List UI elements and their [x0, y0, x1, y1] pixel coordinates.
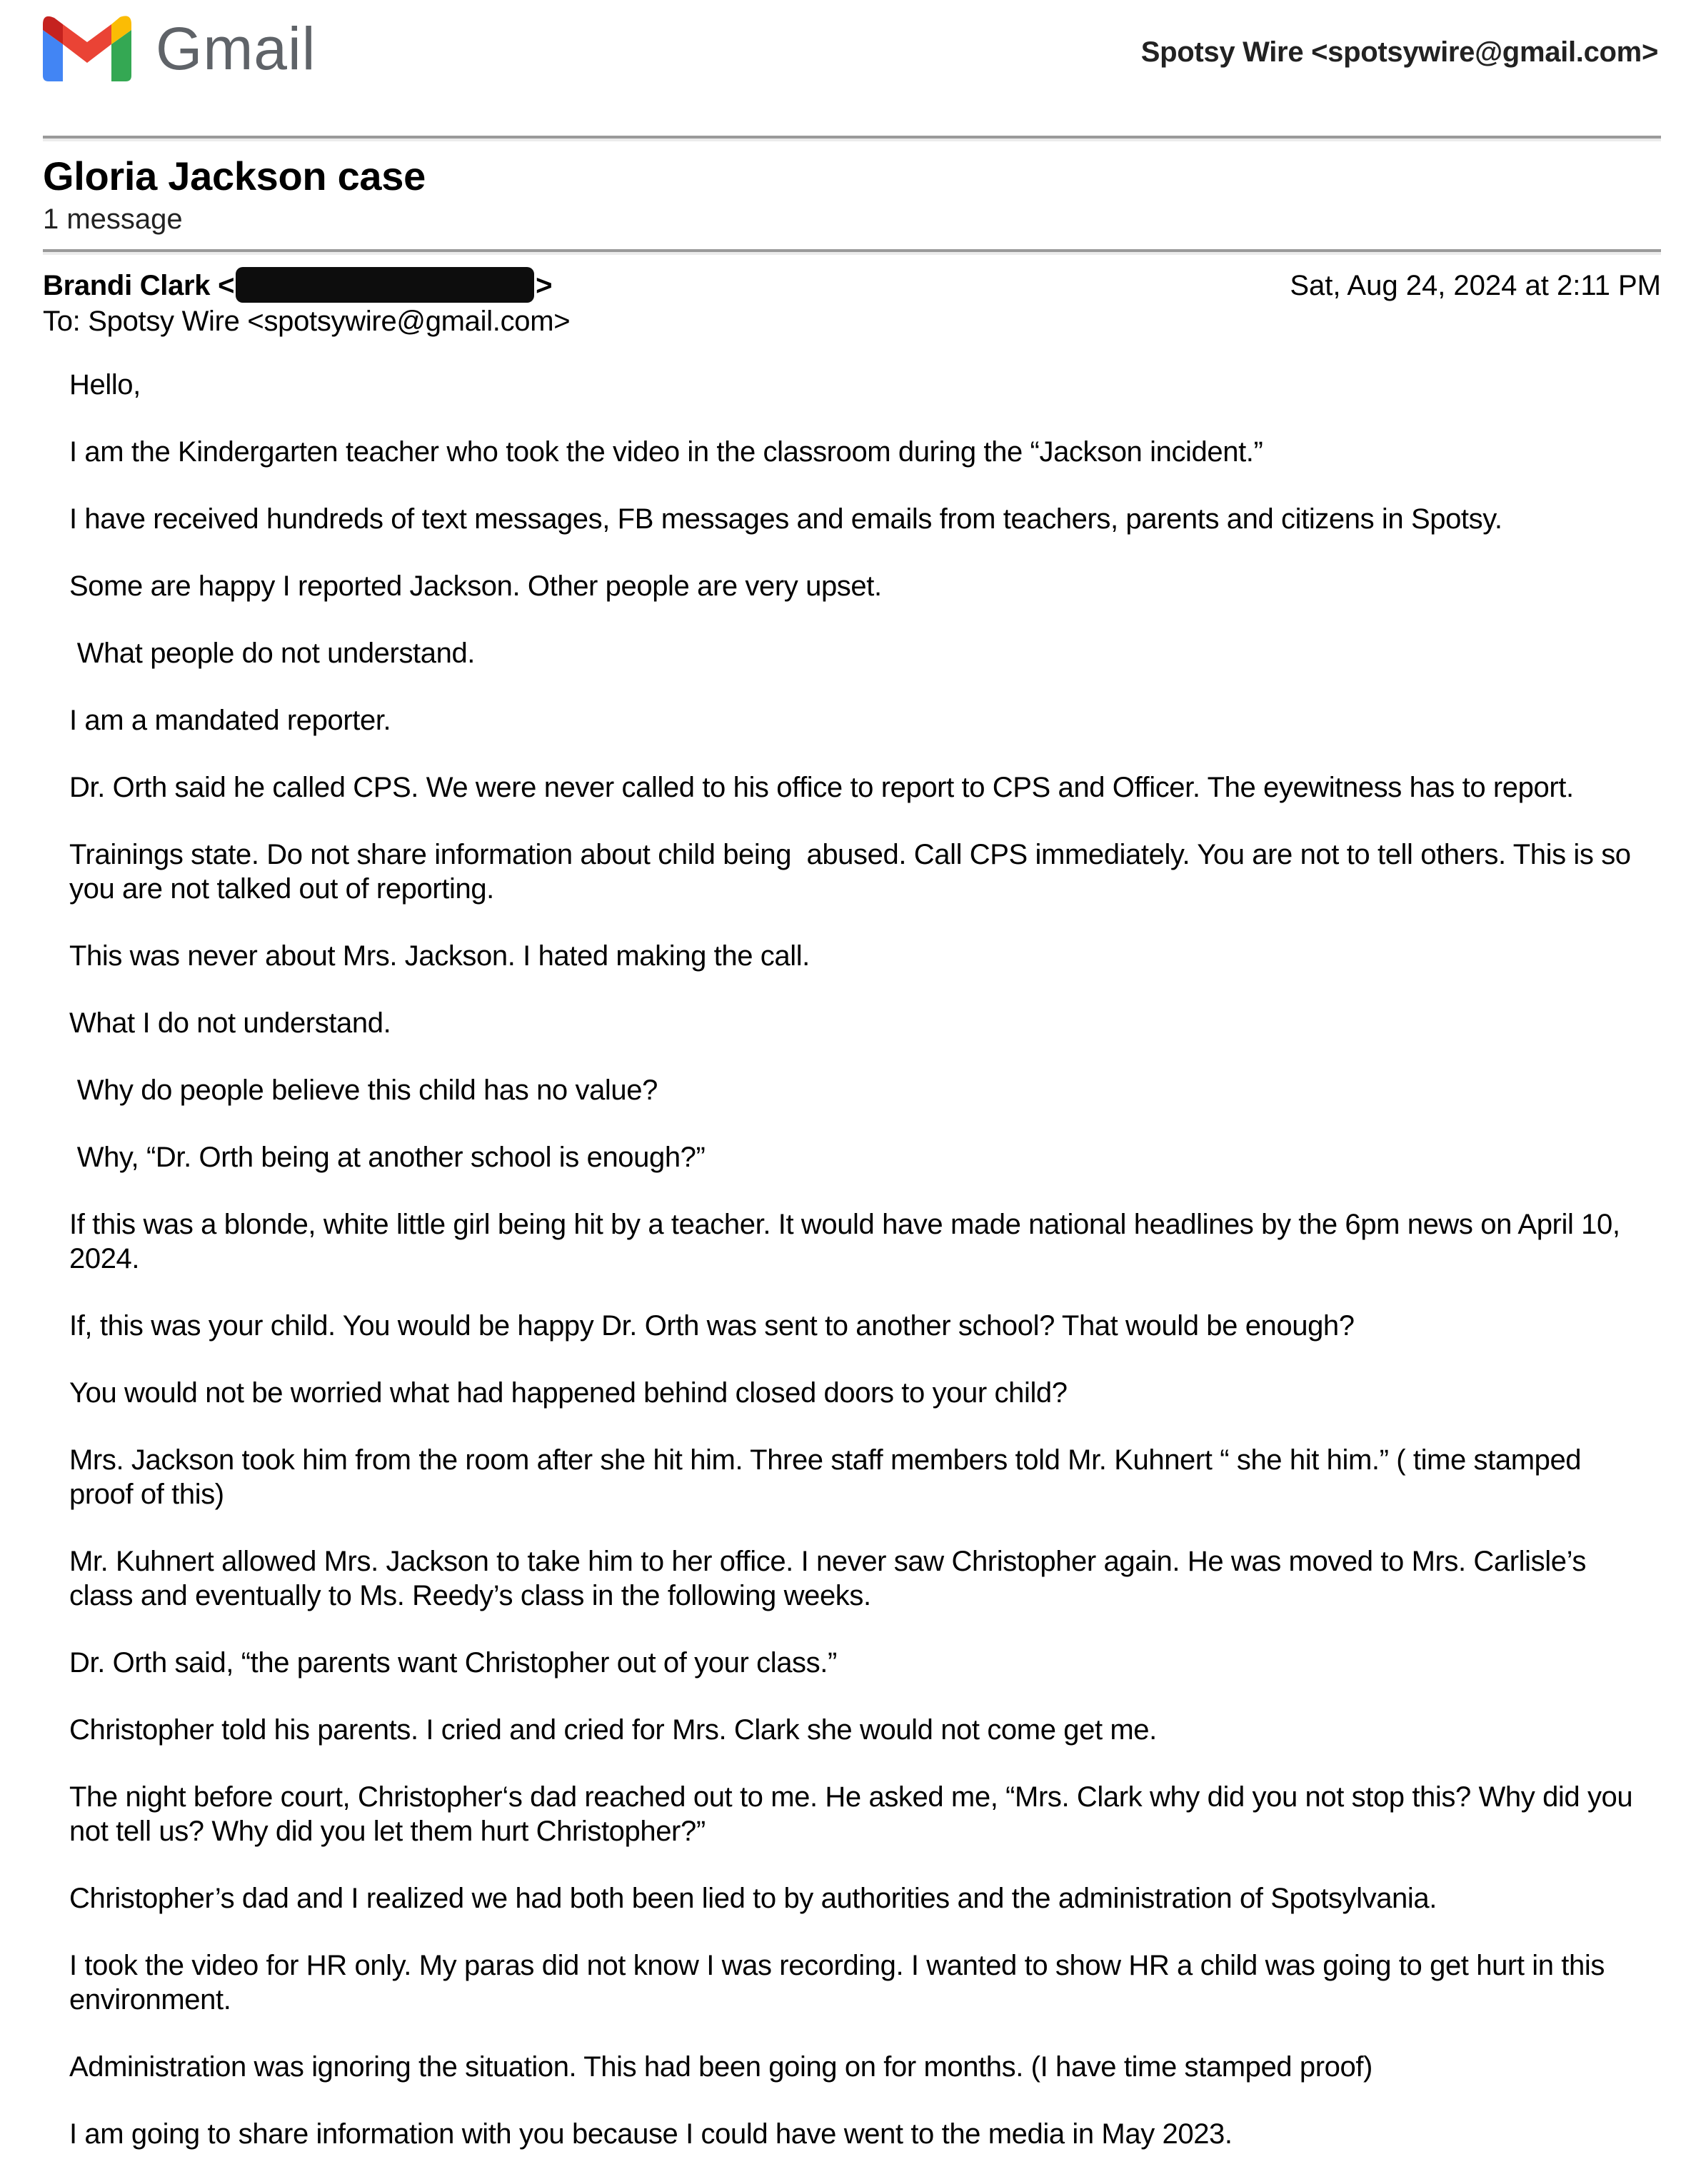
message-count: 1 message [43, 203, 183, 235]
body-paragraph: Hello, [69, 369, 141, 401]
message-header [43, 268, 1661, 303]
recipient-line: To: Spotsy Wire <spotsywire@gmail.com> [43, 306, 571, 337]
body-paragraph: Dr. Orth said, “the parents want Christopher out of your class.” [69, 1647, 837, 1679]
body-paragraph: What people do not understand. [69, 638, 476, 669]
body-paragraph: Some are happy I reported Jackson. Other people are very upset. [69, 570, 882, 602]
body-paragraph: Why do people believe this child has no value? [69, 1075, 658, 1106]
body-paragraph: You would not be worried what had happened behind closed doors to your child? [69, 1377, 1068, 1409]
redacted-email-block [236, 267, 534, 303]
sender [43, 270, 552, 301]
body-paragraph: What I do not understand. [69, 1007, 391, 1039]
body-paragraph: I am the Kindergarten teacher who took the video in the classroom during the “Jackson incident.” [69, 436, 1263, 468]
thread-divider [43, 249, 1661, 255]
body-paragraph: Dr. Orth said he called CPS. We were never called to his office to report to CPS and Officer. The eyewitness has to report. [69, 772, 1574, 803]
gmail-logo-icon[interactable] [43, 16, 131, 81]
body-paragraph: I have received hundreds of text messages, FB messages and emails from teachers, parents and citizens in Spotsy. [69, 503, 1502, 535]
body-paragraph: I am a mandated reporter. [69, 705, 391, 736]
body-paragraph: Administration was ignoring the situation. This had been going on for months. (I have time stamped proof) [69, 2051, 1373, 2083]
body-paragraph: This was never about Mrs. Jackson. I hated making the call. [69, 940, 810, 972]
account-label: Spotsy Wire <spotsywire@gmail.com> [1140, 36, 1658, 68]
sender-name: Brandi Clark [43, 270, 211, 301]
body-paragraph: Mr. Kuhnert allowed Mrs. Jackson to take him to her office. I never saw Christopher again. He was moved to Mrs. Carlisle’s class and eventually to Ms. Reedy’s class in the following weeks. [69, 1546, 1594, 1611]
body-paragraph: I am going to share information with you because I could have went to the media in May 2023. [69, 2118, 1233, 2150]
body-paragraph: I took the video for HR only. My paras did not know I was recording. I wanted to show HR a child was going to get hurt in this environment. [69, 1950, 1612, 2016]
thread-subject: Gloria Jackson case [43, 154, 426, 198]
body-paragraph: If this was a blonde, white little girl being hit by a teacher. It would have made national headlines by the 6pm news on April 10, 2024. [69, 1209, 1628, 1274]
body-paragraph: Mrs. Jackson took him from the room after she hit him. Three staff members told Mr. Kuhnert “ she hit him.” ( time stamped proof of this) [69, 1444, 1589, 1510]
message-body [69, 368, 1647, 2184]
message-date: Sat, Aug 24, 2024 at 2:11 PM [1290, 270, 1661, 301]
sender-close-bracket: > [536, 270, 553, 301]
gmail-header [0, 0, 1681, 107]
sender-open-bracket: < [218, 270, 235, 301]
body-paragraph: Christopher told his parents. I cried and cried for Mrs. Clark she would not come get me. [69, 1714, 1157, 1746]
body-paragraph: Trainings state. Do not share information about child being abused. Call CPS immediately. You are not to tell others. This is so you are not talked out of reporting. [69, 839, 1639, 905]
body-paragraph: If, this was your child. You would be happy Dr. Orth was sent to another school? That would be enough? [69, 1310, 1355, 1342]
body-paragraph: The night before court, Christopher‘s dad reached out to me. He asked me, “Mrs. Clark why did you not stop this? Why did you not tell us? Why did you let them hurt Christopher?” [69, 1781, 1640, 1847]
header-divider [43, 136, 1661, 141]
gmail-wordmark: Gmail [156, 15, 316, 82]
body-paragraph: Christopher’s dad and I realized we had both been lied to by authorities and the administration of Spotsylvania. [69, 1883, 1437, 1914]
body-paragraph: Why, “Dr. Orth being at another school is enough?” [69, 1142, 706, 1173]
